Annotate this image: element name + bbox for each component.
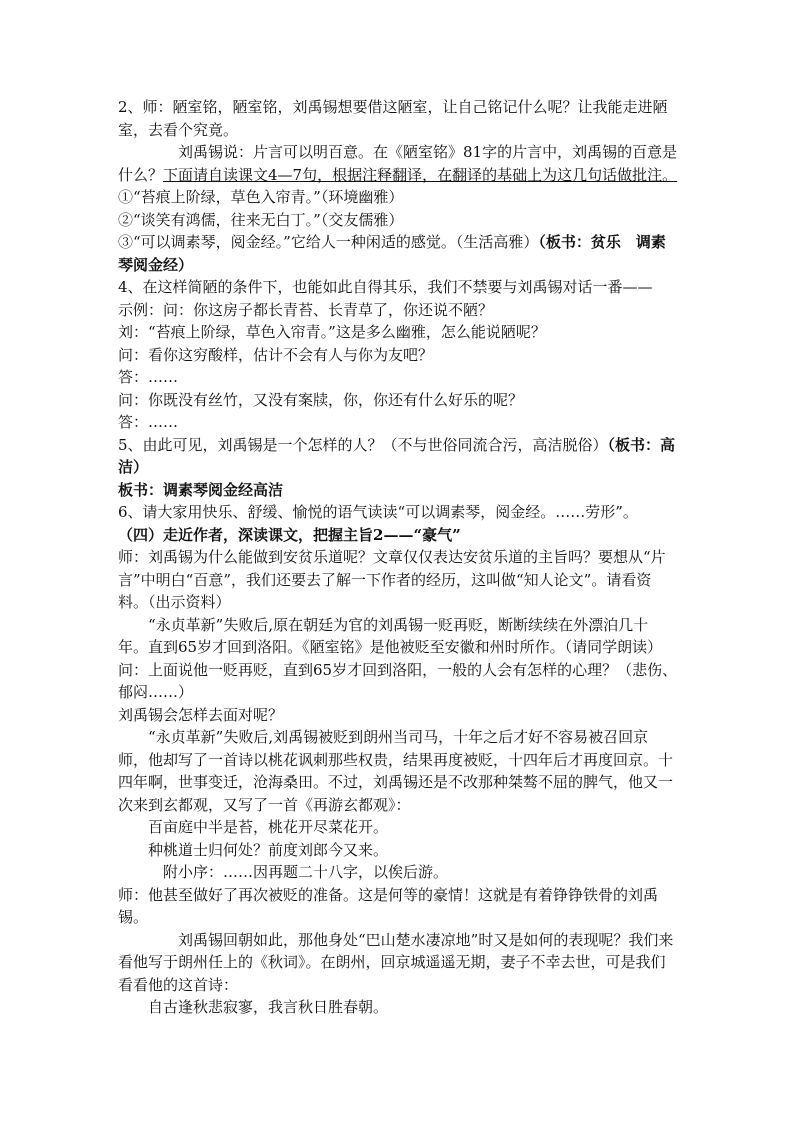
paragraph-material-1: “永贞革新”失败后,原在朝廷为官的刘禹锡一贬再贬，断断续续在外漂泊几十年。直到65岁才回到洛阳。《陋室铭》是他被贬至安徽和州时所作。（请同学朗读）	[118, 615, 663, 656]
dialogue-answer-3: 答：……	[118, 413, 179, 431]
intro-underlined-instruction: 下面请自读课文4—7句，根据注释翻译，在翻译的基础上为这几句话做批注。	[163, 165, 678, 184]
blackboard-summary: 板书：调素琴阅金经高洁	[118, 480, 284, 499]
intro-text: 刘禹锡说：片言可以明百意。在《陋室铭》81字的片言中，刘禹锡的百意是什么？	[118, 143, 678, 184]
annotation-1: ①“苔痕上阶绿，草色入帘青。”（环境幽雅）	[118, 188, 404, 206]
paragraph-question-mood: 问：上面说他一贬再贬，直到65岁才回到洛阳，一般的人会有怎样的心理？（悲伤、郁闷……）	[118, 660, 678, 701]
blackboard-note-1: （板书：贫乐 调素琴阅金经）	[118, 233, 666, 274]
section-heading-4: （四）走近作者，深读课文，把握主旨2——“豪气”	[118, 525, 461, 544]
annotation-3-text: ③“可以调素琴，阅金经。”它给人一种闲适的感觉。（生活高雅）	[118, 233, 539, 251]
annotation-3	[118, 231, 678, 276]
paragraph-teacher-2: 师：他甚至做好了再次被贬的准备。这是何等的豪情！这就是有着铮铮铁骨的刘禹锡。	[118, 885, 659, 926]
blackboard-note-2: （板书：高洁）	[118, 435, 676, 476]
dialogue-example: 示例：问：你这房子都长青苔、长青草了，你还说不陋？	[118, 300, 494, 319]
paragraph-autumn-intro: 刘禹锡回朝如此，那他身处“巴山楚水凄凉地”时又是如何的表现呢？我们来看他写于朗州任上的《秋词》。在朗州，回京城遥遥无期，妻子不幸去世，可是我们看看他的这首诗：	[118, 930, 674, 994]
dialogue-question-2: 问：看你这穷酸样，估计不会有人与你为友吧？	[118, 345, 434, 364]
dialogue-answer-2: 答：……	[118, 368, 179, 386]
dialogue-liu: 刘：“苔痕上阶绿，草色入帘青。”这是多么幽雅，怎么能说陋呢？	[118, 323, 546, 341]
paragraph-q6: 6、请大家用快乐、舒缓、愉悦的语气读读“可以调素琴，阅金经。……劳形”。	[118, 503, 638, 521]
paragraph-question-face: 刘禹锡会怎样去面对呢？	[118, 705, 284, 724]
poem-line-1: 百亩庭中半是苔，桃花开尽菜花开。	[148, 818, 389, 836]
q5-text: 5、由此可见，刘禹锡是一个怎样的人？（不与世俗同流合污，高洁脱俗）	[118, 435, 608, 454]
poem-preface: 附小序：……因再题二十八字，以俟后游。	[163, 863, 449, 881]
paragraph-q5	[118, 434, 678, 479]
paragraph-intro	[118, 141, 678, 186]
paragraph-q2: 2、师：陋室铭，陋室铭，刘禹锡想要借这陋室，让自己铭记什么呢？让我能走进陋室，去看个究竟。	[118, 98, 668, 139]
paragraph-q4: 4、在这样简陋的条件下，也能如此自得其乐，我们不禁要与刘禹锡对话一番——	[118, 278, 653, 296]
annotation-2: ②“谈笑有鸿儒，往来无白丁。”（交友儒雅）	[118, 210, 404, 229]
document-page	[118, 96, 678, 1019]
poem-autumn-line-1: 自古逢秋悲寂寥，我言秋日胜春朝。	[148, 998, 389, 1016]
paragraph-teacher-1: 师：刘禹锡为什么能做到安贫乐道呢？文章仅仅表达安贫乐道的主旨吗？要想从“片言”中明白“百意”，我们还要去了解一下作者的经历，这叫做“知人论文”。请看资料。（出示资料）	[118, 548, 666, 611]
paragraph-material-2: “永贞革新”失败后,刘禹锡被贬到朗州当司马，十年之后才好不容易被召回京师，他却写了一首诗以桃花讽刺那些权贵，结果再度被贬，十四年后才再度回京。十四年啊，世事变迁，沧海桑田。不过，刘禹锡还是不改那种桀骜不屈的脾气，他又一次来到玄都观，又写了一首《再游玄都观》：	[118, 728, 674, 814]
poem-line-2: 种桃道士归何处？前度刘郎今又来。	[148, 840, 389, 859]
dialogue-question-3: 问：你既没有丝竹，又没有案牍，你，你还有什么好乐的呢？	[118, 390, 524, 409]
